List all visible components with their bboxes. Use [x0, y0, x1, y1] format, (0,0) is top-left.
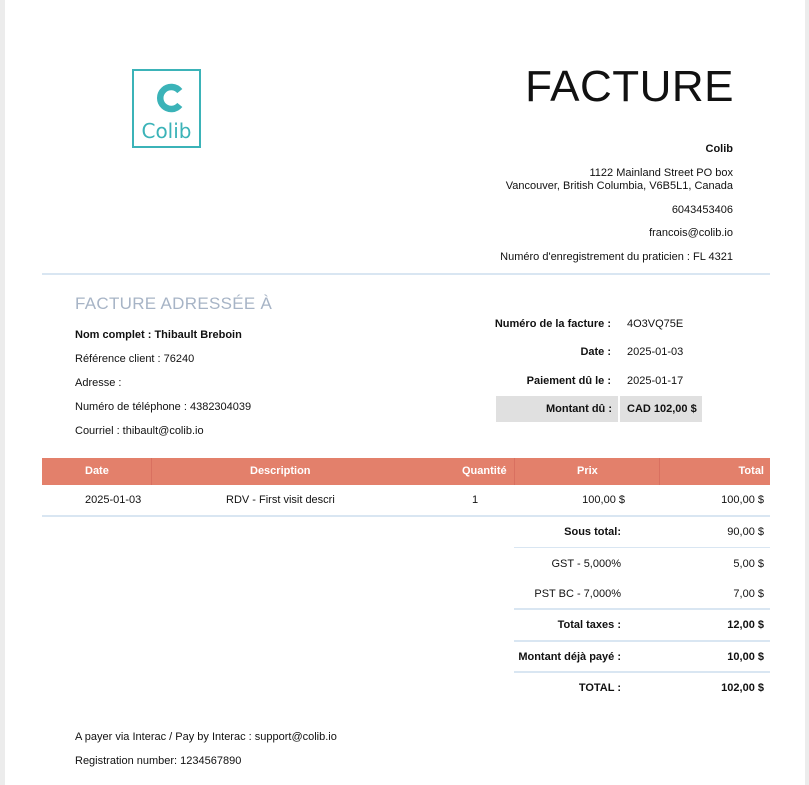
- company-address-line1: 1122 Mainland Street PO box: [589, 167, 733, 179]
- invoice-date-value: 2025-01-03: [627, 346, 684, 358]
- amount-due-label-cell: [496, 396, 618, 422]
- amount-due-value: CAD 102,00 $: [627, 403, 697, 415]
- summary-divider: [514, 671, 770, 673]
- client-address: Adresse :: [75, 377, 122, 389]
- grand-total-label: TOTAL :: [578, 682, 621, 694]
- items-table-header: [42, 458, 770, 485]
- amount-due-label: Montant dû :: [546, 403, 612, 415]
- summary-divider: [514, 547, 770, 548]
- header-separator: [514, 458, 515, 485]
- pst-label: PST BC - 7,000%: [534, 588, 621, 600]
- header-description: Description: [250, 465, 311, 477]
- footer-registration: Registration number: 1234567890: [75, 755, 242, 767]
- header-total: Total: [738, 465, 764, 477]
- grand-total-value: 102,00 $: [721, 682, 764, 694]
- row-date: 2025-01-03: [85, 494, 142, 506]
- company-logo: [132, 69, 201, 148]
- row-description: RDV - First visit descri: [226, 494, 335, 506]
- subtotal-label: Sous total:: [564, 526, 621, 538]
- row-total: 100,00 $: [721, 494, 764, 506]
- logo-wordmark: Colib: [141, 119, 192, 143]
- header-separator: [151, 458, 152, 485]
- gst-value: 5,00 $: [733, 558, 764, 570]
- subtotal-value: 90,00 $: [727, 526, 764, 538]
- header-quantity: Quantité: [462, 465, 507, 477]
- company-name: Colib: [705, 143, 733, 155]
- company-address-line2: Vancouver, British Columbia, V6B5L1, Canada: [505, 180, 733, 192]
- client-full-name: Nom complet : Thibault Breboin: [75, 329, 242, 341]
- client-phone: Numéro de téléphone : 4382304039: [75, 401, 252, 413]
- logo-c-icon: [134, 71, 199, 119]
- already-paid-value: 10,00 $: [727, 651, 764, 663]
- total-taxes-value: 12,00 $: [727, 619, 764, 631]
- client-email: Courriel : thibault@colib.io: [75, 425, 204, 437]
- company-phone: 6043453406: [671, 204, 733, 216]
- total-taxes-label: Total taxes :: [557, 619, 621, 631]
- company-email: francois@colib.io: [649, 227, 733, 239]
- table-bottom-divider: [42, 515, 770, 517]
- billed-to-heading: FACTURE ADRESSÉE À: [75, 294, 273, 313]
- invoice-title: FACTURE: [525, 62, 734, 111]
- payment-due-value: 2025-01-17: [627, 375, 684, 387]
- company-registration: Numéro d'enregistrement du praticien : FL 4321: [500, 251, 733, 263]
- amount-due-value-cell: [620, 396, 702, 422]
- invoice-page: [5, 0, 805, 785]
- header-divider: [42, 273, 770, 275]
- client-reference: Référence client : 76240: [75, 353, 195, 365]
- summary-divider: [514, 608, 770, 610]
- header-price: Prix: [577, 465, 598, 477]
- invoice-number-label: Numéro de la facture :: [494, 318, 611, 330]
- invoice-number-value: 4O3VQ75E: [627, 318, 684, 330]
- invoice-date-label: Date :: [580, 346, 611, 358]
- pst-value: 7,00 $: [733, 588, 764, 600]
- payment-note: A payer via Interac / Pay by Interac : support@colib.io: [75, 731, 337, 743]
- header-separator: [659, 458, 660, 485]
- gst-label: GST - 5,000%: [551, 558, 621, 570]
- payment-due-label: Paiement dû le :: [526, 375, 611, 387]
- header-date: Date: [85, 465, 109, 477]
- row-price: 100,00 $: [582, 494, 625, 506]
- summary-divider: [514, 640, 770, 642]
- row-quantity: 1: [472, 494, 479, 506]
- already-paid-label: Montant déjà payé :: [518, 651, 621, 663]
